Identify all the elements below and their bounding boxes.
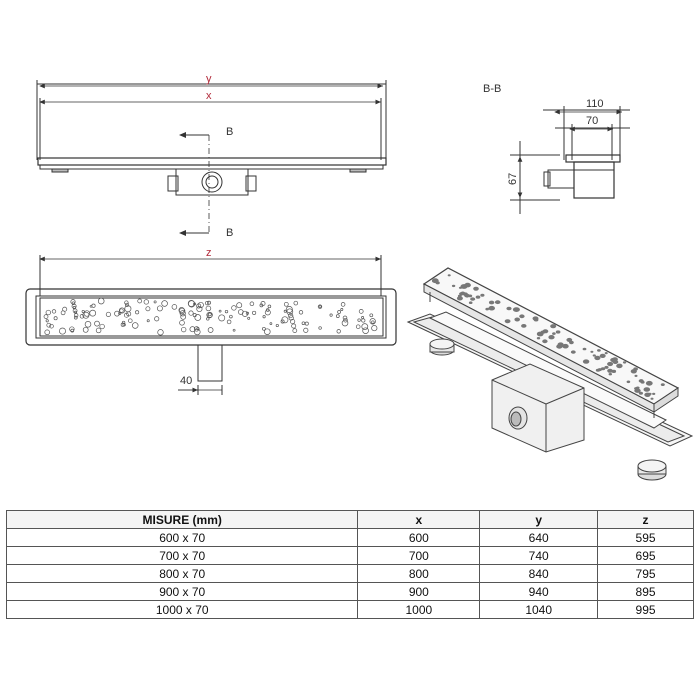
table-row bbox=[7, 529, 694, 547]
perforation-hole bbox=[605, 352, 608, 354]
perforation-hole bbox=[470, 297, 475, 300]
dimension-y-label: y bbox=[206, 73, 212, 85]
perforation-hole bbox=[82, 310, 84, 312]
cell-y: 940 bbox=[480, 583, 598, 601]
perforation-hole bbox=[154, 301, 156, 303]
cell-x: 800 bbox=[358, 565, 480, 583]
perforation-hole bbox=[341, 308, 343, 310]
front-elevation-view bbox=[37, 80, 386, 235]
header-y: y bbox=[480, 511, 598, 529]
dimension-110-label: 110 bbox=[586, 98, 604, 110]
perforation-hole bbox=[265, 310, 270, 315]
dimension-67-label: 67 bbox=[507, 172, 519, 185]
perforation-hole bbox=[362, 319, 365, 322]
cell-size: 800 x 70 bbox=[7, 565, 358, 583]
perforation-hole bbox=[590, 351, 593, 353]
cell-z: 995 bbox=[598, 601, 694, 619]
perforation-hole bbox=[583, 348, 587, 351]
perforation-hole bbox=[305, 322, 308, 325]
perforation-hole bbox=[232, 306, 237, 311]
table-row bbox=[7, 601, 694, 619]
perforation-hole bbox=[302, 322, 305, 325]
perforation-hole bbox=[263, 316, 265, 318]
cell-z: 895 bbox=[598, 583, 694, 601]
perforation-hole bbox=[52, 310, 56, 314]
perforation-hole bbox=[359, 309, 363, 313]
perforation-hole bbox=[147, 320, 149, 322]
perforation-hole bbox=[519, 314, 524, 318]
perforation-hole bbox=[652, 393, 655, 395]
perforation-hole bbox=[46, 320, 48, 322]
perforation-hole bbox=[514, 318, 520, 322]
perforation-hole bbox=[495, 300, 501, 304]
perforation-hole bbox=[505, 319, 511, 323]
cell-y: 840 bbox=[480, 565, 598, 583]
perforation-hole bbox=[600, 354, 606, 358]
perforation-hole bbox=[59, 328, 65, 334]
perforation-hole bbox=[233, 329, 235, 331]
perforation-hole bbox=[132, 323, 138, 329]
perforation-hole bbox=[464, 283, 471, 288]
perforation-hole bbox=[464, 294, 470, 298]
perforation-hole bbox=[363, 328, 369, 334]
section-title: B-B bbox=[483, 83, 502, 95]
dimension-z-label: z bbox=[206, 247, 212, 259]
perforation-hole bbox=[268, 305, 271, 308]
perforation-hole bbox=[648, 393, 651, 395]
perforation-hole bbox=[292, 324, 296, 328]
perforation-hole bbox=[458, 295, 462, 298]
perforation-hole bbox=[513, 307, 520, 312]
cell-y: 640 bbox=[480, 529, 598, 547]
perforation-hole bbox=[155, 317, 159, 321]
perforation-hole bbox=[646, 381, 653, 386]
perforation-hole bbox=[460, 292, 465, 295]
perforation-hole bbox=[146, 307, 150, 311]
perforation-hole bbox=[550, 324, 556, 328]
perforation-hole bbox=[616, 364, 622, 369]
perforation-hole bbox=[128, 319, 132, 323]
perforation-hole bbox=[330, 314, 332, 316]
perforation-hole bbox=[597, 349, 601, 352]
perforation-hole bbox=[92, 304, 95, 307]
perforation-hole bbox=[569, 341, 574, 344]
perforation-hole bbox=[206, 306, 211, 311]
perforation-hole bbox=[276, 324, 278, 326]
perforation-hole bbox=[230, 315, 233, 318]
cell-z: 695 bbox=[598, 547, 694, 565]
cell-x: 600 bbox=[358, 529, 480, 547]
perforation-hole bbox=[607, 369, 613, 373]
perforation-hole bbox=[219, 310, 221, 312]
perforation-hole bbox=[593, 354, 596, 356]
perforation-hole bbox=[604, 366, 608, 369]
cell-x: 1000 bbox=[358, 601, 480, 619]
perforation-hole bbox=[45, 330, 50, 335]
perforation-hole bbox=[293, 329, 297, 333]
perforation-hole bbox=[189, 311, 193, 315]
perforation-hole bbox=[631, 369, 637, 373]
perforation-hole bbox=[342, 320, 348, 326]
perforation-hole bbox=[370, 314, 373, 317]
perforation-hole bbox=[548, 335, 554, 339]
perforation-hole bbox=[138, 299, 142, 303]
perforation-hole bbox=[162, 301, 168, 307]
header-x: x bbox=[358, 511, 480, 529]
perforation-hole bbox=[448, 274, 451, 276]
perforation-hole bbox=[598, 368, 602, 371]
cell-y: 740 bbox=[480, 547, 598, 565]
cell-z: 595 bbox=[598, 529, 694, 547]
table-header-row bbox=[7, 511, 694, 529]
plan-view bbox=[26, 255, 396, 395]
perforation-hole bbox=[506, 307, 511, 311]
perforation-hole bbox=[157, 306, 162, 311]
perforation-hole bbox=[83, 327, 88, 332]
perforation-hole bbox=[144, 300, 149, 305]
perforation-hole bbox=[485, 308, 489, 311]
perforation-hole bbox=[609, 373, 612, 375]
perforation-hole bbox=[644, 387, 651, 392]
cell-y: 1040 bbox=[480, 601, 598, 619]
perforation-hole bbox=[135, 311, 138, 314]
cell-x: 700 bbox=[358, 547, 480, 565]
perforation-hole bbox=[362, 316, 364, 318]
perforation-hole bbox=[46, 310, 51, 315]
header-misure: MISURE (mm) bbox=[7, 511, 358, 529]
section-arrow-top-label: B bbox=[226, 126, 234, 138]
perforation-hole bbox=[661, 383, 665, 386]
perforation-hole bbox=[85, 321, 91, 327]
perforation-hole bbox=[358, 319, 361, 322]
perforation-hole bbox=[362, 324, 368, 330]
section-bb-view bbox=[510, 106, 630, 214]
table-row bbox=[7, 565, 694, 583]
perforation-hole bbox=[480, 294, 484, 297]
perforation-hole bbox=[639, 379, 644, 383]
perforation-hole bbox=[98, 298, 104, 304]
perforation-hole bbox=[651, 398, 654, 400]
perforation-hole bbox=[106, 312, 110, 316]
perforation-hole bbox=[90, 310, 96, 316]
perforation-hole bbox=[623, 361, 626, 363]
perforation-hole bbox=[338, 311, 341, 314]
perforation-hole bbox=[227, 320, 231, 324]
perforation-hole bbox=[613, 360, 619, 364]
perforation-hole bbox=[634, 389, 640, 393]
perforation-hole bbox=[219, 315, 225, 321]
perforation-hole bbox=[556, 344, 562, 348]
header-z: z bbox=[598, 511, 694, 529]
perforation-hole bbox=[627, 381, 631, 384]
perforation-hole bbox=[74, 316, 77, 319]
cell-size: 1000 x 70 bbox=[7, 601, 358, 619]
cell-size: 900 x 70 bbox=[7, 583, 358, 601]
perforation-hole bbox=[284, 302, 288, 306]
dimension-70-label: 70 bbox=[586, 115, 599, 127]
dimension-x-label: x bbox=[206, 90, 212, 102]
perforation-hole bbox=[264, 329, 270, 335]
perforation-hole bbox=[635, 375, 638, 377]
perforation-hole bbox=[284, 310, 286, 312]
section-arrow-bottom-label: B bbox=[226, 227, 234, 239]
table-row bbox=[7, 547, 694, 565]
perforation-hole bbox=[195, 315, 201, 321]
perforation-hole bbox=[63, 307, 67, 311]
perforation-hole bbox=[469, 301, 473, 304]
perforation-hole bbox=[208, 328, 213, 333]
perforation-hole bbox=[372, 321, 375, 324]
perforation-hole bbox=[100, 324, 105, 329]
perforation-hole bbox=[452, 285, 455, 287]
perforation-hole bbox=[299, 311, 303, 315]
perforation-hole bbox=[180, 320, 185, 325]
perforation-hole bbox=[372, 325, 377, 330]
perforation-hole bbox=[120, 309, 124, 313]
dimension-40-label: 40 bbox=[180, 375, 193, 387]
perforation-hole bbox=[556, 330, 561, 333]
perforation-hole bbox=[607, 362, 613, 366]
cell-size: 700 x 70 bbox=[7, 547, 358, 565]
perforation-hole bbox=[181, 327, 186, 332]
perforation-hole bbox=[473, 287, 479, 291]
perforation-hole bbox=[252, 311, 255, 314]
perforation-hole bbox=[336, 315, 339, 318]
perforation-hole bbox=[172, 305, 177, 310]
perforation-hole bbox=[238, 310, 243, 315]
perforation-hole bbox=[542, 339, 547, 343]
perforation-pattern bbox=[44, 298, 377, 335]
perforation-hole bbox=[125, 301, 129, 305]
cell-size: 600 x 70 bbox=[7, 529, 358, 547]
perforation-hole bbox=[583, 359, 589, 363]
perforation-hole bbox=[95, 321, 100, 326]
perforation-hole bbox=[250, 302, 254, 306]
isometric-view bbox=[408, 268, 692, 480]
perforation-hole bbox=[248, 317, 250, 319]
perforation-hole bbox=[488, 306, 495, 311]
table-row bbox=[7, 583, 694, 601]
perforation-hole bbox=[319, 305, 321, 307]
perforation-hole bbox=[552, 332, 556, 335]
cell-x: 900 bbox=[358, 583, 480, 601]
perforation-hole bbox=[44, 315, 48, 319]
perforation-hole bbox=[543, 329, 549, 333]
dimensions-table bbox=[6, 510, 694, 619]
perforation-hole bbox=[432, 278, 439, 283]
perforation-hole bbox=[537, 332, 544, 337]
perforation-hole bbox=[356, 325, 360, 329]
perforation-hole bbox=[225, 310, 228, 313]
perforation-hole bbox=[54, 317, 57, 320]
perforation-hole bbox=[476, 296, 481, 299]
perforation-hole bbox=[341, 303, 345, 307]
perforation-hole bbox=[537, 337, 540, 339]
perforation-hole bbox=[96, 328, 101, 333]
perforation-hole bbox=[158, 330, 164, 336]
perforation-hole bbox=[337, 330, 341, 334]
perforation-hole bbox=[571, 350, 576, 353]
perforation-hole bbox=[304, 328, 308, 332]
perforation-hole bbox=[521, 324, 526, 328]
perforation-hole bbox=[294, 301, 298, 305]
perforation-hole bbox=[270, 323, 272, 325]
perforation-hole bbox=[534, 318, 539, 321]
perforation-hole bbox=[319, 327, 322, 330]
cell-z: 795 bbox=[598, 565, 694, 583]
perforation-hole bbox=[489, 301, 494, 305]
perforation-hole bbox=[237, 303, 242, 308]
